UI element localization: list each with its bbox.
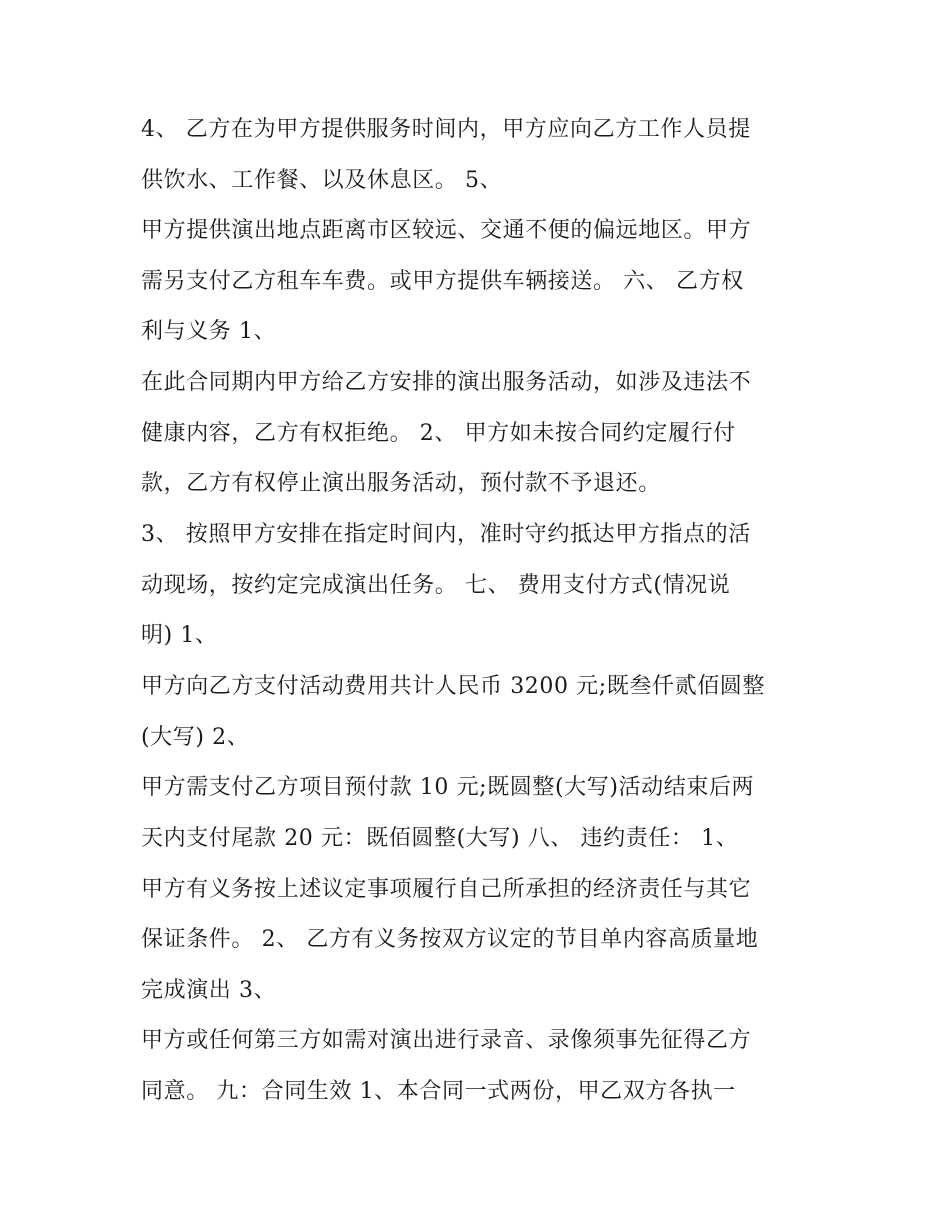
text-line: 款，乙方有权停止演出服务活动，预付款不予退还。 bbox=[141, 471, 661, 496]
text-line: 保证条件。 2、 乙方有义务按双方议定的节目单内容高质量地 bbox=[141, 927, 759, 952]
text-line: 动现场，按约定完成演出任务。 七、 费用支付方式(情况说 bbox=[141, 573, 731, 598]
text-line: 甲方或任何第三方如需对演出进行录音、录像须事先征得乙方 bbox=[141, 1028, 752, 1053]
text-line: 供饮水、工作餐、以及休息区。 5、 bbox=[141, 168, 503, 193]
text-line: 同意。 九：合同生效 1、本合同一式两份，甲乙双方各执一 bbox=[141, 1079, 736, 1104]
text-line: (大写) 2、 bbox=[141, 725, 250, 750]
text-line: 需另支付乙方租车车费。或甲方提供车辆接送。 六、 乙方权 bbox=[141, 269, 744, 294]
text-line: 利与义务 1、 bbox=[141, 319, 277, 344]
text-line: 4、 乙方在为甲方提供服务时间内，甲方应向乙方工作人员提 bbox=[141, 117, 751, 142]
text-line: 天内支付尾款 20 元：既佰圆整(大写) 八、 违约责任： 1、 bbox=[141, 826, 739, 851]
text-line: 健康内容，乙方有权拒绝。 2、 甲方如未按合同约定履行付 bbox=[141, 421, 736, 446]
text-line: 在此合同期内甲方给乙方安排的演出服务活动，如涉及违法不 bbox=[141, 370, 752, 395]
text-line: 明) 1、 bbox=[141, 623, 218, 648]
text-line: 甲方提供演出地点距离市区较远、交通不便的偏远地区。甲方 bbox=[141, 218, 752, 243]
text-line: 甲方需支付乙方项目预付款 10 元;既圆整(大写)活动结束后两 bbox=[141, 775, 755, 800]
text-line: 完成演出 3、 bbox=[141, 978, 277, 1003]
text-line: 甲方向乙方支付活动费用共计人民币 3200 元;既叁仟贰佰圆整 bbox=[141, 674, 765, 699]
text-line: 3、 按照甲方安排在指定时间内，准时守约抵达甲方指点的活 bbox=[141, 522, 751, 547]
text-line: 甲方有义务按上述议定事项履行自己所承担的经济责任与其它 bbox=[141, 877, 752, 902]
